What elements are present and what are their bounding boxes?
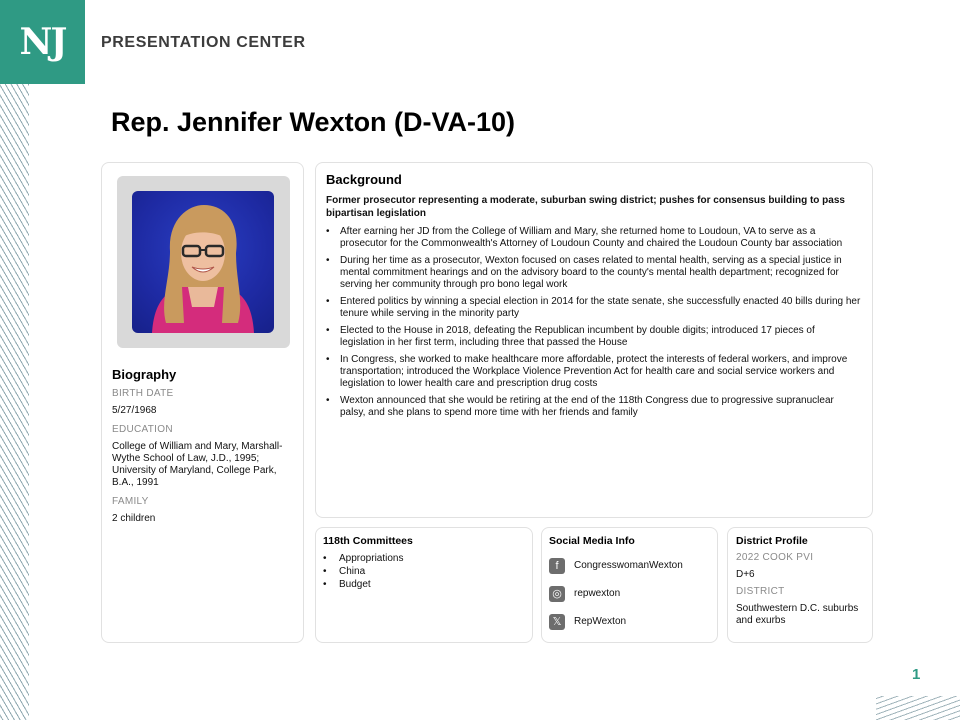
background-bullet: • During her time as a prosecutor, Wexton focused on cases related to mental health, serving as a special justice in mental commitment hearings and on the advisory board to the county's mental health department; recognized for serving her community through pro bono legal work [326, 255, 861, 291]
cook-pvi-label: 2022 COOK PVI [736, 552, 814, 563]
background-content [326, 172, 861, 424]
instagram-icon: ◎ [549, 586, 565, 602]
portrait-illustration [132, 191, 274, 333]
background-summary: Former prosecutor representing a moderate, suburban swing district; pushes for consensus building to pass bipartisan legislation [326, 195, 845, 219]
education-value: College of William and Mary, Marshall-Wythe School of Law, J.D., 1995; University of Maryland, College Park, B.A., 1991 [112, 441, 283, 488]
education-label: EDUCATION [112, 424, 173, 435]
district-profile-card [727, 527, 873, 643]
page-title: Rep. Jennifer Wexton (D-VA-10) [111, 107, 516, 137]
facebook-handle[interactable]: CongresswomanWexton [574, 560, 683, 571]
social-media-card [541, 527, 718, 643]
facebook-icon: f [549, 558, 565, 574]
background-bullet: • Entered politics by winning a special election in 2014 for the state senate, she successfully enacted 40 bills during her tenure while serving in the minority party [326, 296, 861, 320]
background-bullets [326, 226, 861, 419]
social-media-content [549, 535, 714, 631]
social-row-instagram[interactable] [549, 584, 714, 603]
background-card [315, 162, 873, 518]
social-row-x[interactable] [549, 612, 714, 631]
photo-frame [117, 176, 290, 348]
family-value: 2 children [112, 513, 156, 524]
decorative-hatch-left [0, 84, 29, 720]
x-twitter-icon: 𝕏 [549, 614, 565, 630]
committee-item: • Budget [323, 579, 413, 591]
x-handle[interactable]: RepWexton [574, 616, 627, 627]
committees-content [323, 535, 413, 592]
cook-pvi-value: D+6 [736, 569, 755, 580]
birth-date-value: 5/27/1968 [112, 405, 157, 416]
brand-name: PRESENTATION CENTER [101, 34, 306, 51]
family-label: FAMILY [112, 496, 149, 507]
background-bullet: • In Congress, she worked to make healthcare more affordable, protect the interests of federal workers, and improve transportation; introduced the Workplace Violence Prevention Act for health care and social service workers and legislation to lower health care and prescription drug costs [326, 354, 861, 390]
background-bullet: • Elected to the House in 2018, defeating the Republican incumbent by double digits; introduced 17 pieces of legislation in her first term, including three that passed the House [326, 325, 861, 349]
page-number: 1 [912, 666, 921, 683]
district-value: Southwestern D.C. suburbs and exurbs [736, 603, 859, 626]
biography-details [112, 367, 297, 532]
logo-text: NJ [19, 21, 66, 63]
district-profile-content [736, 535, 871, 631]
social-media-heading: Social Media Info [549, 535, 635, 547]
decorative-hatch-bottom [876, 696, 960, 720]
instagram-handle[interactable]: repwexton [574, 588, 621, 599]
background-heading: Background [326, 172, 402, 187]
district-label: DISTRICT [736, 586, 785, 597]
committees-heading: 118th Committees [323, 535, 413, 547]
biography-heading: Biography [112, 367, 177, 382]
committee-item: • China [323, 566, 413, 578]
background-bullet: • After earning her JD from the College of William and Mary, she returned home to Loudoun, VA to serve as a prosecutor for the Commonwealth's Attorney of Loudoun County and chaired the Loudoun County bar association [326, 226, 861, 250]
biography-card [101, 162, 304, 643]
birth-date-label: BIRTH DATE [112, 388, 174, 399]
nj-logo [0, 0, 85, 84]
background-bullet: • Wexton announced that she would be retiring at the end of the 118th Congress due to progressive supranuclear palsy, and she plans to spend more time with her friends and family [326, 395, 861, 419]
committees-list [323, 553, 413, 591]
district-profile-heading: District Profile [736, 535, 808, 547]
portrait-photo [132, 191, 274, 333]
social-row-facebook[interactable] [549, 556, 714, 575]
committee-item: • Appropriations [323, 553, 413, 565]
committees-card [315, 527, 533, 643]
